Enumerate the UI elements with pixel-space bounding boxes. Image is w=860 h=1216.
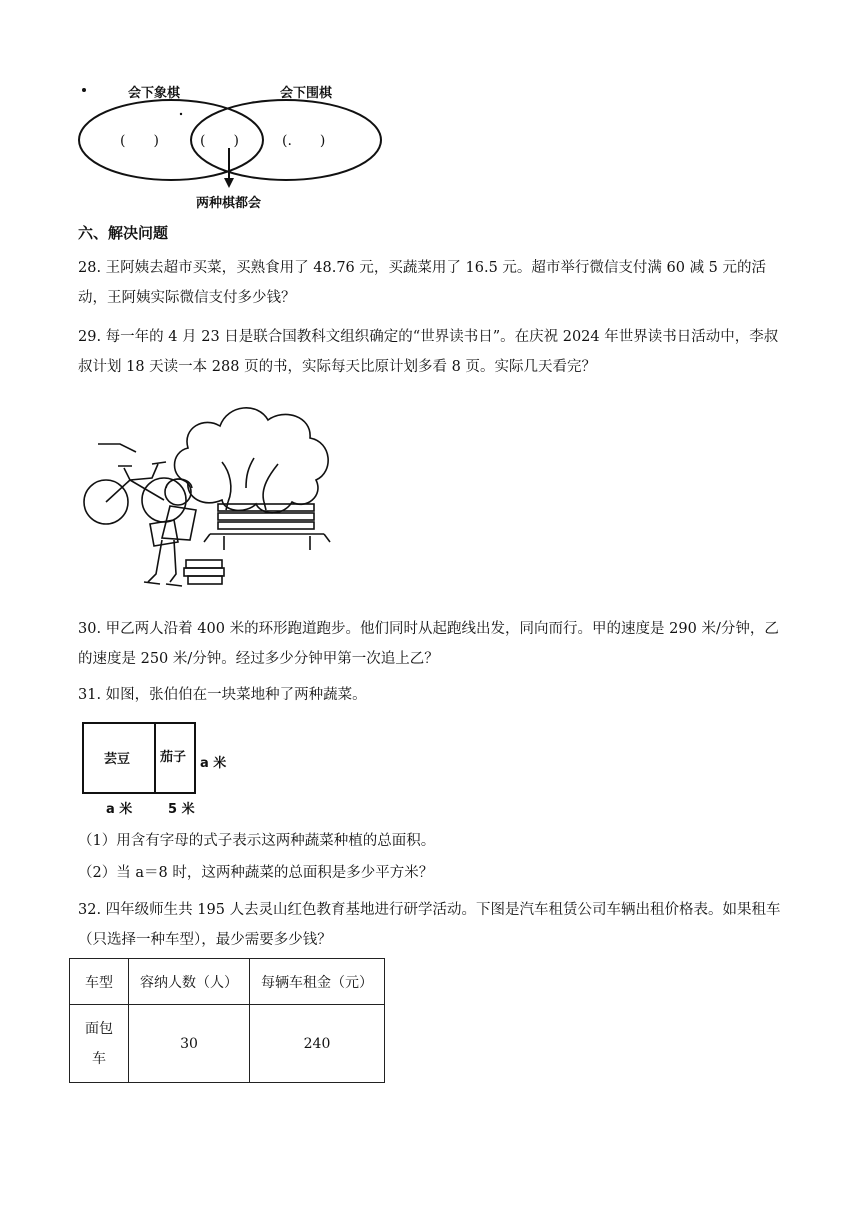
garden-left-width-label: a 米: [106, 802, 133, 817]
garden-left-plot-label: 芸豆: [104, 752, 131, 767]
question-30: 30. 甲乙两人沿着 400 米的环形跑道跑步。他们同时从起跑线出发，同向而行。甲的速度是 290 米/分钟，乙的速度是 250 米/分钟。经过多少分钟甲第一次追上乙？: [78, 621, 779, 667]
venn-middle-blank: ( ): [200, 133, 239, 149]
garden-right-width-label: 5 米: [168, 802, 195, 817]
venn-bottom-label: 两种棋都会: [196, 196, 262, 211]
venn-left-label: 会下象棋: [128, 86, 181, 101]
table-cell-capacity: 30: [129, 1005, 250, 1083]
section-title: 六、解决问题: [78, 224, 169, 242]
tree-bench-bicycle-image: [78, 392, 338, 597]
venn-right-label: 会下围棋: [280, 86, 333, 101]
question-32: 32. 四年级师生共 195 人去灵山红色教育基地进行研学活动。下图是汽车租赁公司车辆出租价格表。如果租车（只选择一种车型），最少需要多少钱？: [78, 902, 781, 948]
table-cell-type: 面包车: [70, 1005, 129, 1083]
venn-diagram: [76, 78, 396, 218]
question-29: 29. 每一年的 4 月 23 日是联合国教科文组织确定的“世界读书日”。在庆祝 2024 年世界读书日活动中，李叔叔计划 18 天读一本 288 页的书，实际每天比原计划多看 8 页。实际几天看完？: [78, 329, 779, 375]
table-header-cell: 容纳人数（人）: [129, 959, 250, 1005]
table-row: [70, 1005, 385, 1083]
table-header-row: [70, 959, 385, 1005]
reading-illustration: [78, 392, 338, 597]
garden-right-plot-label: 茄子: [160, 750, 187, 765]
sub-question-2: （2）当 a＝8 时，这两种蔬菜的总面积是多少平方米？: [78, 865, 434, 881]
table-header-cell: 每辆车租金（元）: [250, 959, 385, 1005]
question-31: 31. 如图，张伯伯在一块菜地种了两种蔬菜。: [78, 687, 367, 703]
sub-question-1: （1）用含有字母的式子表示这两种蔬菜种植的总面积。: [78, 833, 436, 849]
table-header-cell: 车型: [70, 959, 129, 1005]
garden-height-label: a 米: [200, 756, 227, 771]
venn-left-blank: ( ): [120, 133, 159, 149]
table-cell-rent: 240: [250, 1005, 385, 1083]
garden-diagram: [78, 718, 258, 818]
question-28: 28. 王阿姨去超市买菜，买熟食用了 48.76 元，买蔬菜用了 16.5 元。超市举行微信支付满 60 减 5 元的活动，王阿姨实际微信支付多少钱？: [78, 260, 767, 306]
price-table: [69, 958, 385, 1083]
venn-right-blank: (. ): [282, 133, 326, 149]
